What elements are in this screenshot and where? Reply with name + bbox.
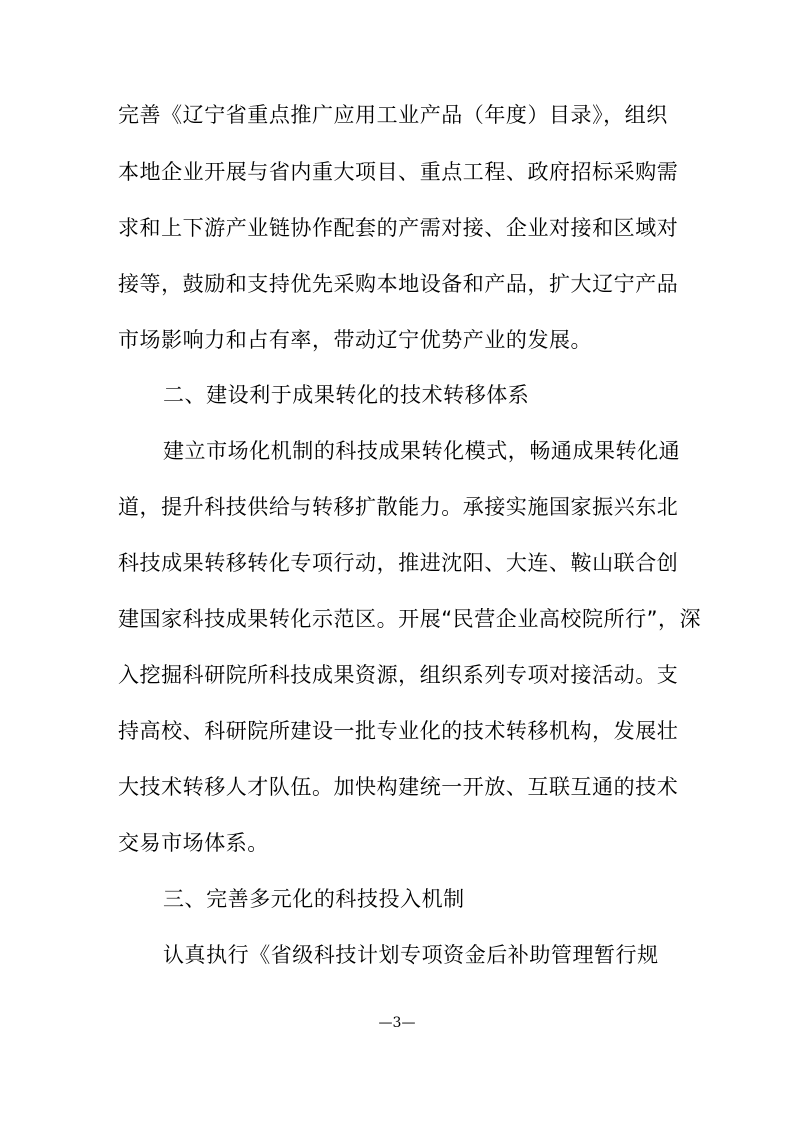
body-line: 建国家科技成果转化示范区。开展“民营企业高校院所行”，深: [118, 607, 702, 631]
body-line: 科技成果转移转化专项行动，推进沈阳、大连、鞍山联合创: [118, 551, 679, 575]
body-line: 入挖掘科研院所科技成果资源，组织系列专项对接活动。支: [118, 663, 679, 687]
section-heading-2: 二、建设利于成果转化的技术转移体系: [163, 383, 530, 407]
body-line: 完善《辽宁省重点推广应用工业产品（年度）目录》，组织: [118, 103, 668, 127]
body-line: 大技术转移人才队伍。加快构建统一开放、互联互通的技术: [118, 775, 679, 799]
body-line: 市场影响力和占有率，带动辽宁优势产业的发展。: [118, 328, 593, 352]
paragraph-first-line: 认真执行《省级科技计划专项资金后补助管理暂行规: [163, 943, 659, 967]
body-line: 本地企业开展与省内重大项目、重点工程、政府招标采购需: [118, 160, 679, 184]
body-line: 持高校、科研院所建设一批专业化的技术转移机构，发展壮: [118, 719, 679, 743]
body-line: 接等，鼓励和支持优先采购本地设备和产品，扩大辽宁产品: [118, 272, 679, 296]
section-heading-3: 三、完善多元化的科技投入机制: [163, 887, 465, 911]
body-line: 道，提升科技供给与转移扩散能力。承接实施国家振兴东北: [118, 495, 679, 519]
page-number: —3—: [378, 1015, 416, 1031]
paragraph-first-line: 建立市场化机制的科技成果转化模式，畅通成果转化通: [163, 439, 681, 463]
body-line: 交易市场体系。: [118, 831, 269, 855]
body-line: 求和上下游产业链协作配套的产需对接、企业对接和区域对: [118, 216, 679, 240]
